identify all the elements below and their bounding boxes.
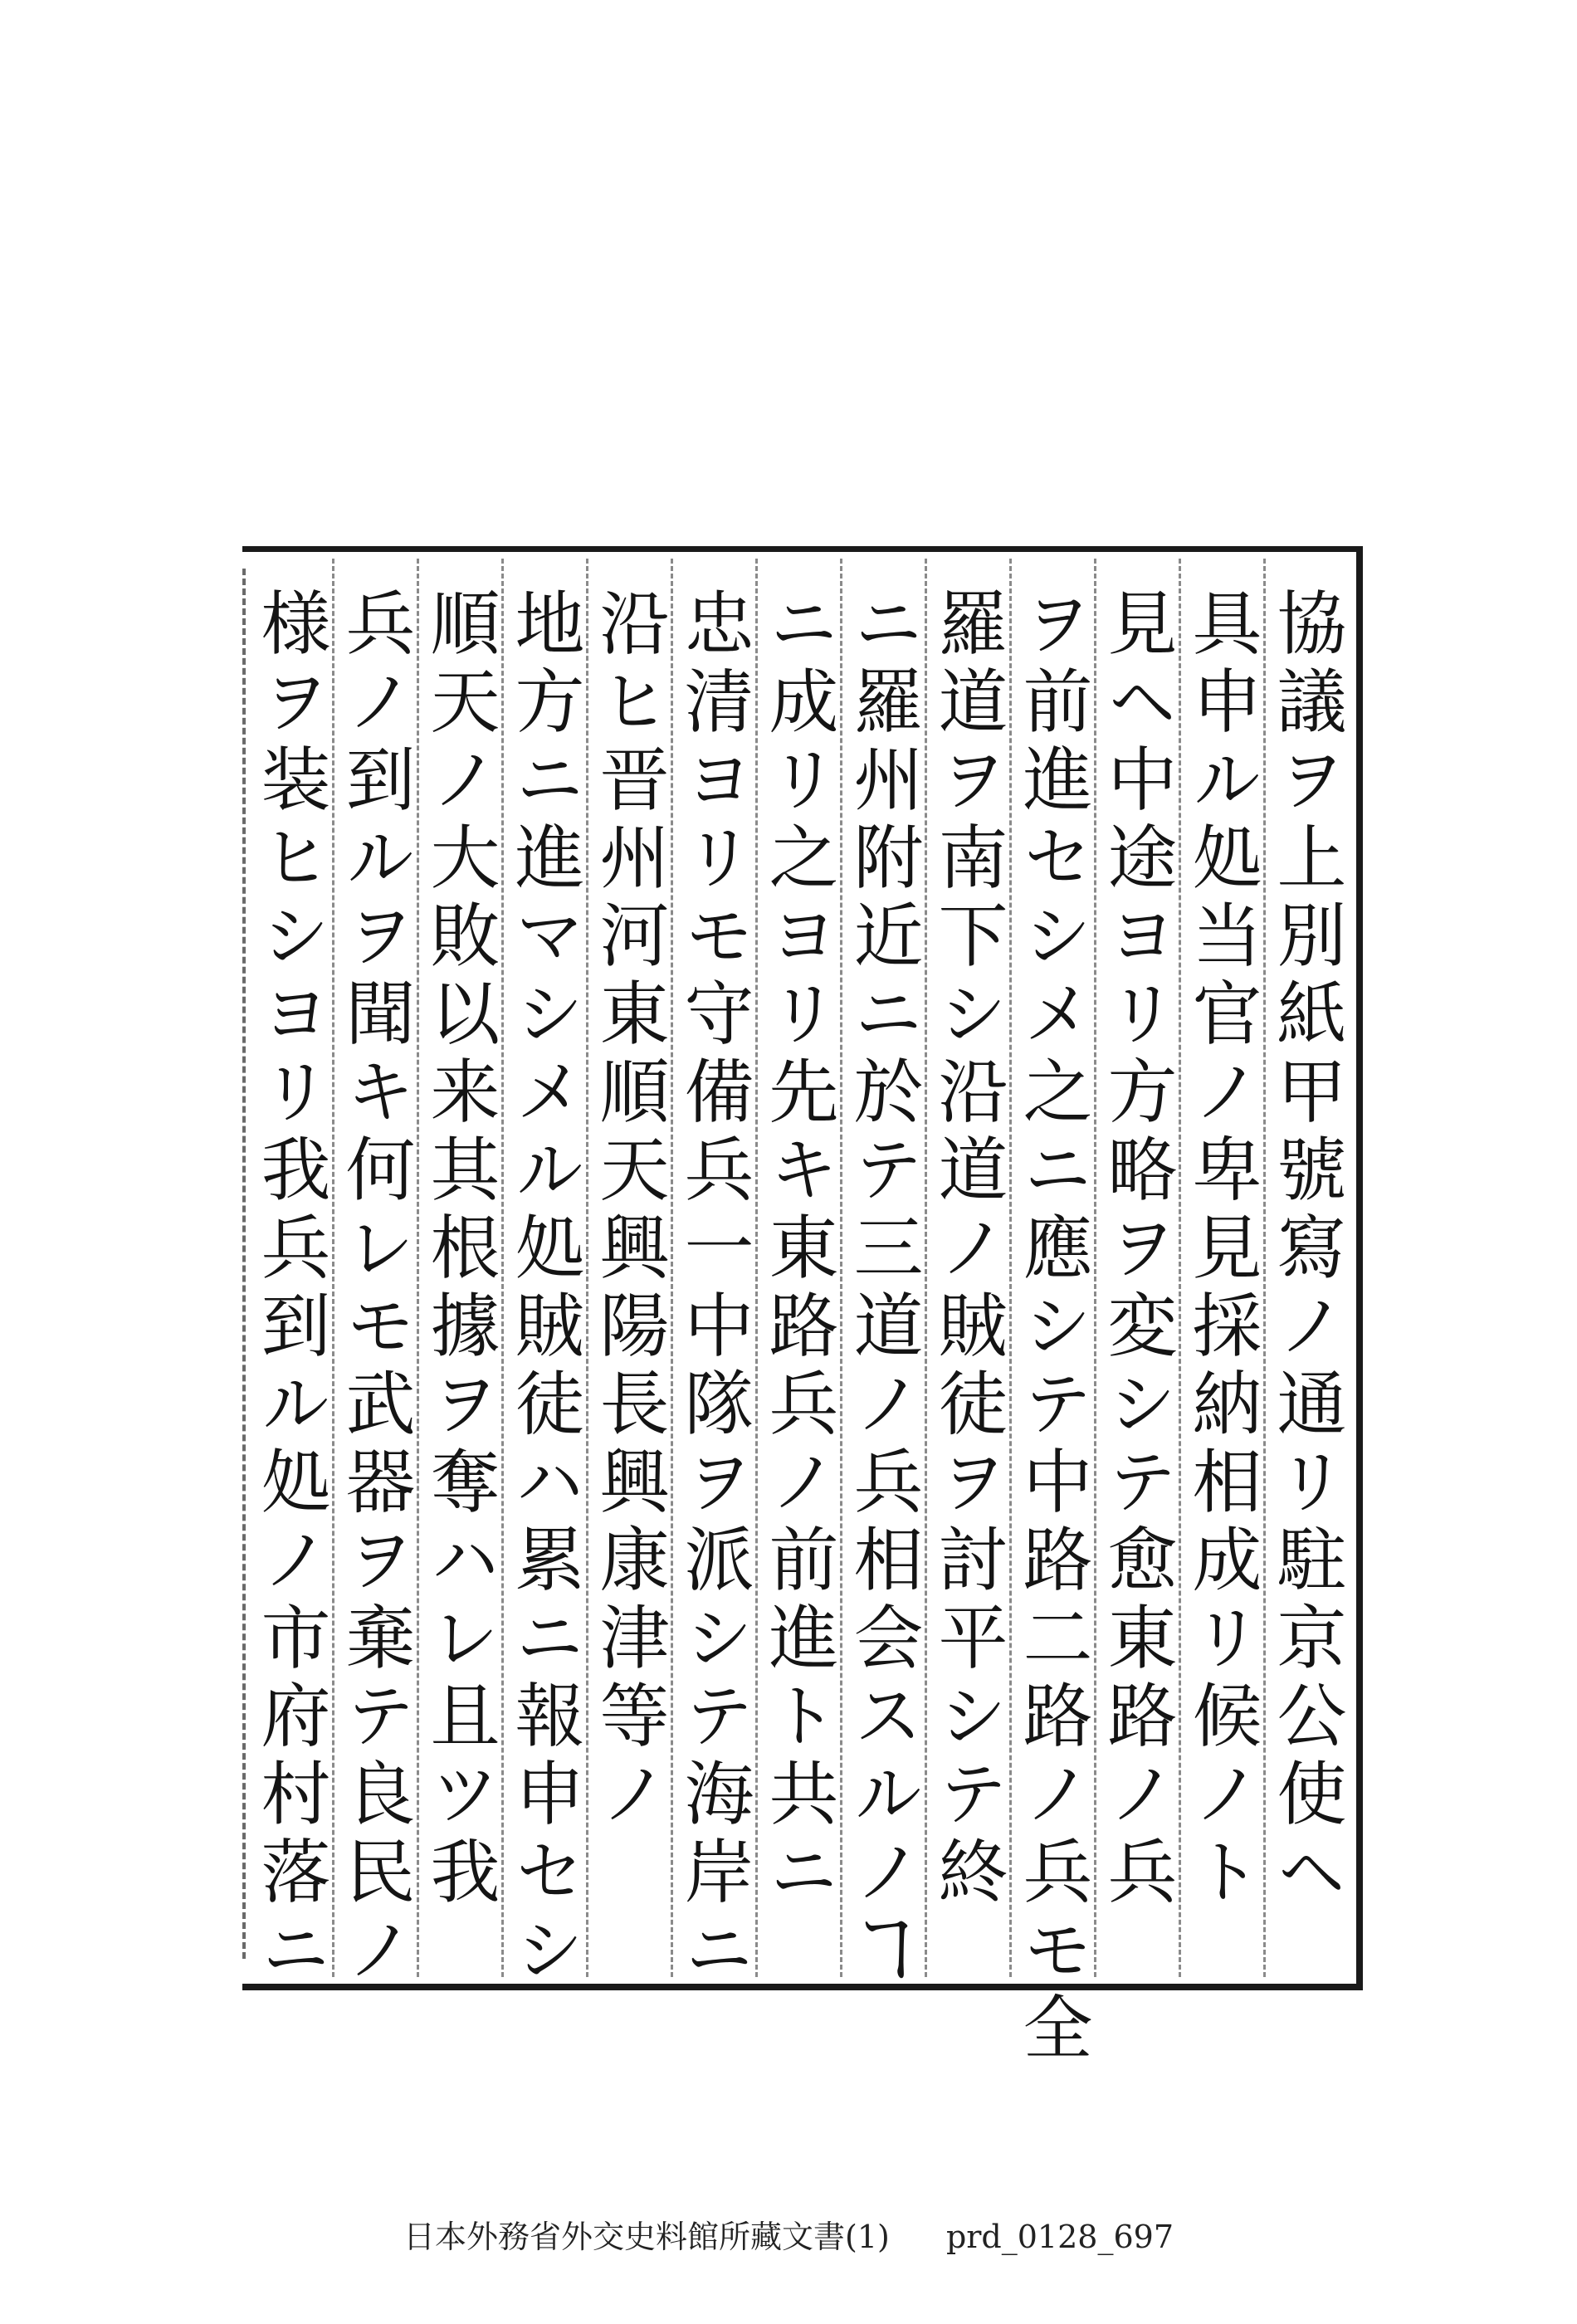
manuscript-frame bbox=[242, 546, 1363, 2069]
caption-source: 日本外務省外交史料館所藏文書(1) bbox=[403, 2219, 890, 2255]
manuscript-column: 兵ノ到ルヲ聞キ何レモ武器ヲ棄テ良民ノ bbox=[334, 587, 416, 1991]
frame-left-edge bbox=[242, 569, 246, 1959]
caption-id: prd_0128_697 bbox=[945, 2219, 1174, 2255]
manuscript-column: 様ヲ装ヒシヨリ我兵到ル処ノ市府村落ニ bbox=[250, 587, 331, 1991]
manuscript-column: 協議ヲ上別紙甲號寫ノ通リ駐京公使ヘ bbox=[1266, 587, 1347, 1913]
manuscript-column: 忠清ヨリモ守備兵一中隊ヲ派シテ海岸ニ bbox=[673, 587, 754, 1991]
manuscript-column: 順天ノ大敗以来其根據ヲ奪ハレ且ツ我 bbox=[419, 587, 500, 1913]
manuscript-column: 沿ヒ晋州河東順天興陽長興康津等ノ bbox=[588, 587, 670, 1835]
manuscript-column: ニ羅州附近ニ於テ三道ノ兵相会スルノヿ bbox=[842, 587, 924, 1991]
manuscript-column: ニ成リ之ヨリ先キ東路兵ノ前進ト共ニ bbox=[758, 587, 839, 1913]
manuscript-column: 具申ル処当官ノ卑見採納相成リ候ノト bbox=[1181, 587, 1262, 1913]
manuscript-column: 見ヘ中途ヨリ方略ヲ変シテ愈東路ノ兵 bbox=[1096, 587, 1178, 1913]
manuscript-column: 羅道ヲ南下シ沿道ノ賊徒ヲ討平シテ終 bbox=[927, 587, 1008, 1913]
manuscript-column: 地方ニ進マシメル処賊徒ハ累ニ報申セシ bbox=[504, 587, 585, 1991]
manuscript-column: ヲ前進セシメ之ニ應シテ中路二路ノ兵モ全 bbox=[1012, 587, 1093, 2069]
page-caption bbox=[0, 2211, 1577, 2257]
